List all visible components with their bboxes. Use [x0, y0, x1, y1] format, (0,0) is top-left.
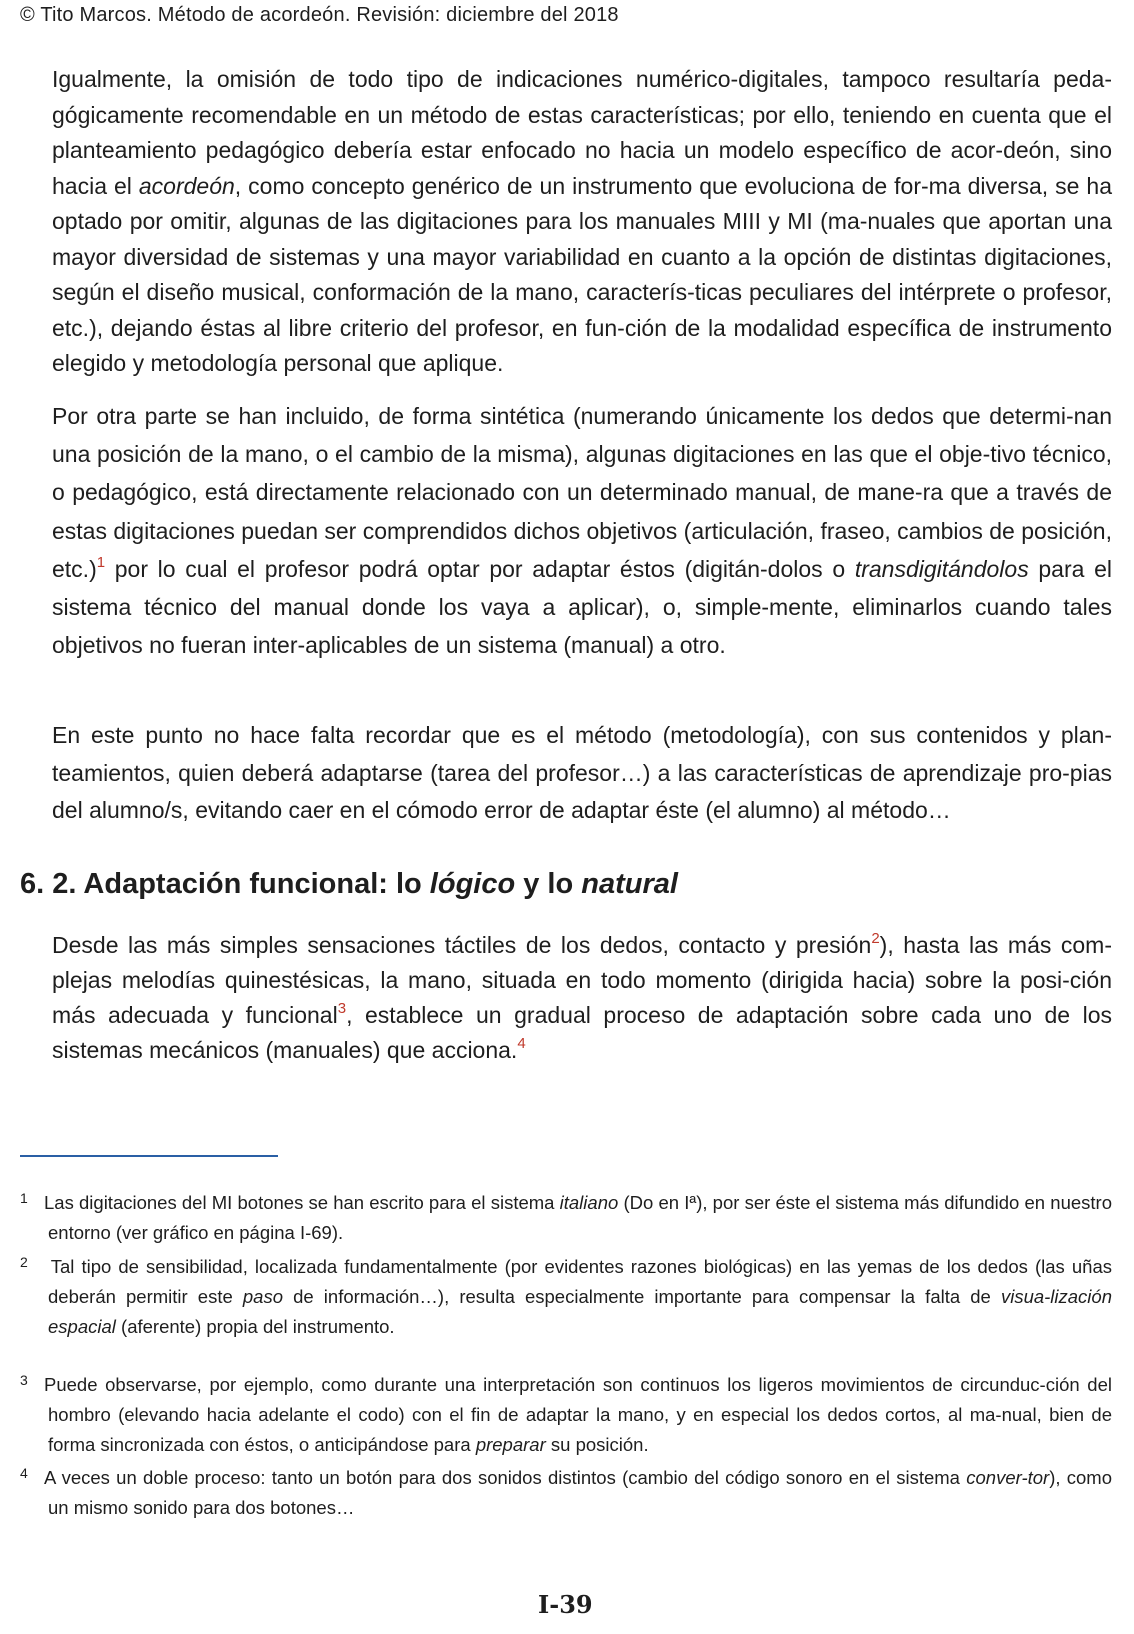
- emphasis-text: transdigitándolos: [854, 555, 1029, 582]
- paragraph-3: [52, 717, 1112, 830]
- footnote-text: Tal tipo de sensibilidad, localizada fundamentalmente (por evidentes razones biológicas) en las yemas de los dedos (las uñas deberán permitir este: [44, 1256, 1112, 1307]
- paragraph-text: para el sistema técnico del manual donde los vaya a aplicar), o, simple-mente, eliminarlos cuando tales objetivos no fueran inter-aplicables de un sistema (manual) a otro.: [52, 555, 1113, 659]
- footnote-ref-1[interactable]: 1: [96, 553, 106, 571]
- paragraph-4: [52, 928, 1112, 1068]
- footnote-1: [20, 1183, 1112, 1248]
- footnote-text: Las digitaciones del MI botones se han escrito para el sistema: [44, 1192, 560, 1213]
- footnote-divider: [20, 1155, 278, 1157]
- paragraph-text: Por otra parte se han incluido, de forma sintética (numerando únicamente los dedos que determi-nan una posición de la mano, o el cambio de la misma), algunas digitaciones en las que el obje-tivo técnico, o pedagógico, está directamente relacionado con un determinado manual, de mane-ra que a través de estas digitaciones puedan ser comprendidos dichos objetivos (articulación, fraseo, cambios de posición, etc.): [52, 403, 1112, 582]
- paragraph-text: , como concepto genérico de un instrumento que evoluciona de for-ma diversa, se ha optado por omitir, algunas de las digitaciones para los manuales MIII y MI (ma-nuales que aportan una mayor diversidad de sistemas y una mayor variabilidad en cuanto a la opción de distintas digitaciones, según el diseño musical, conformación de la mano, caracterís-ticas peculiares del intérprete o profesor, etc.), dejando éstas al libre criterio del profesor, en fun-ción de la modalidad específica de instrumento elegido y metodología personal que aplique.: [52, 172, 1112, 376]
- paragraph-text: Desde las más simples sensaciones táctiles de los dedos, contacto y presión: [52, 932, 872, 958]
- footnote-ref-2[interactable]: 2: [871, 930, 880, 947]
- paragraph-text: , establece un gradual proceso de adaptación sobre cada uno de los sistemas mecánicos (manuales) que acciona.: [52, 1002, 1112, 1063]
- footnote-number: 4: [20, 1465, 28, 1481]
- footnote-number: 3: [20, 1372, 28, 1388]
- running-head: © Tito Marcos. Método de acordeón. Revisión: diciembre del 2018: [20, 4, 619, 26]
- footnote-4: [20, 1458, 1112, 1523]
- heading-emphasis: natural: [581, 868, 678, 900]
- footnote-text: su posición.: [545, 1434, 649, 1455]
- footnote-text: A veces un doble proceso: tanto un botón para dos sonidos distintos (cambio del código sonoro en el sistema: [44, 1467, 967, 1488]
- footnote-text: ), como un mismo sonido para dos botones…: [48, 1467, 1113, 1518]
- footnote-emphasis: paso: [242, 1286, 283, 1307]
- heading-emphasis: lógico: [429, 868, 516, 900]
- footnote-ref-4[interactable]: 4: [517, 1035, 526, 1052]
- page-number: I-39: [538, 1590, 593, 1619]
- footnote-emphasis: italiano: [559, 1192, 619, 1213]
- emphasis-text: acordeón: [138, 172, 235, 199]
- paragraph-text: Igualmente, la omisión de todo tipo de indicaciones numérico-digitales, tampoco resultaría peda-gógicamente recomendable en un método de estas características; por ello, teniendo en cuenta que el planteamiento pedagógico debería estar enfocado no hacia un modelo específico de acor-deón, sino hacia el: [52, 66, 1112, 199]
- paragraph-text: ), hasta las más com-plejas melodías quinestésicas, la mano, situada en todo momento (dirigida hacia) sobre la posi-ción más adecuada y funcional: [52, 932, 1112, 1028]
- footnote-text: de información…), resulta especialmente importante para compensar la falta de: [283, 1286, 1001, 1307]
- section-heading: [20, 868, 678, 901]
- heading-text: 6. 2. Adaptación funcional: lo: [20, 868, 430, 900]
- footnote-3: [20, 1365, 1112, 1460]
- footnote-text: (aferente) propia del instrumento.: [115, 1316, 395, 1337]
- footnote-emphasis: conver-tor: [966, 1467, 1050, 1488]
- footnote-number: 1: [20, 1190, 28, 1206]
- footnote-text: (Do en Iª), por ser éste el sistema más difundido en nuestro entorno (ver gráfico en página I-69).: [48, 1192, 1112, 1243]
- paragraph-text: por lo cual el profesor podrá optar por adaptar éstos (digitán-dolos o: [105, 555, 855, 582]
- footnote-ref-3[interactable]: 3: [337, 1000, 347, 1017]
- footnote-2: [20, 1247, 1112, 1342]
- footnote-emphasis: preparar: [475, 1434, 546, 1455]
- paragraph-2: [52, 397, 1112, 664]
- footnote-number: 2: [20, 1254, 28, 1270]
- footnote-emphasis: visua-lización espacial: [48, 1286, 1112, 1337]
- heading-text: y lo: [515, 868, 582, 900]
- paragraph-text: En este punto no hace falta recordar que es el método (metodología), con sus contenidos y plan-teamientos, quien deberá adaptarse (tarea del profesor…) a las características de aprendizaje pro-pias del alumno/s, evitando caer en el cómodo error de adaptar éste (el alumno) al método…: [52, 722, 1112, 823]
- paragraph-1: [52, 62, 1112, 382]
- footnote-text: Puede observarse, por ejemplo, como durante una interpretación son continuos los ligeros movimientos de circunduc-ción del hombro (elevando hacia adelante el codo) con el fin de adaptar la mano, y en especial los dedos cortos, al ma-nual, bien de forma sincronizada con éstos, o anticipándose para: [44, 1374, 1112, 1455]
